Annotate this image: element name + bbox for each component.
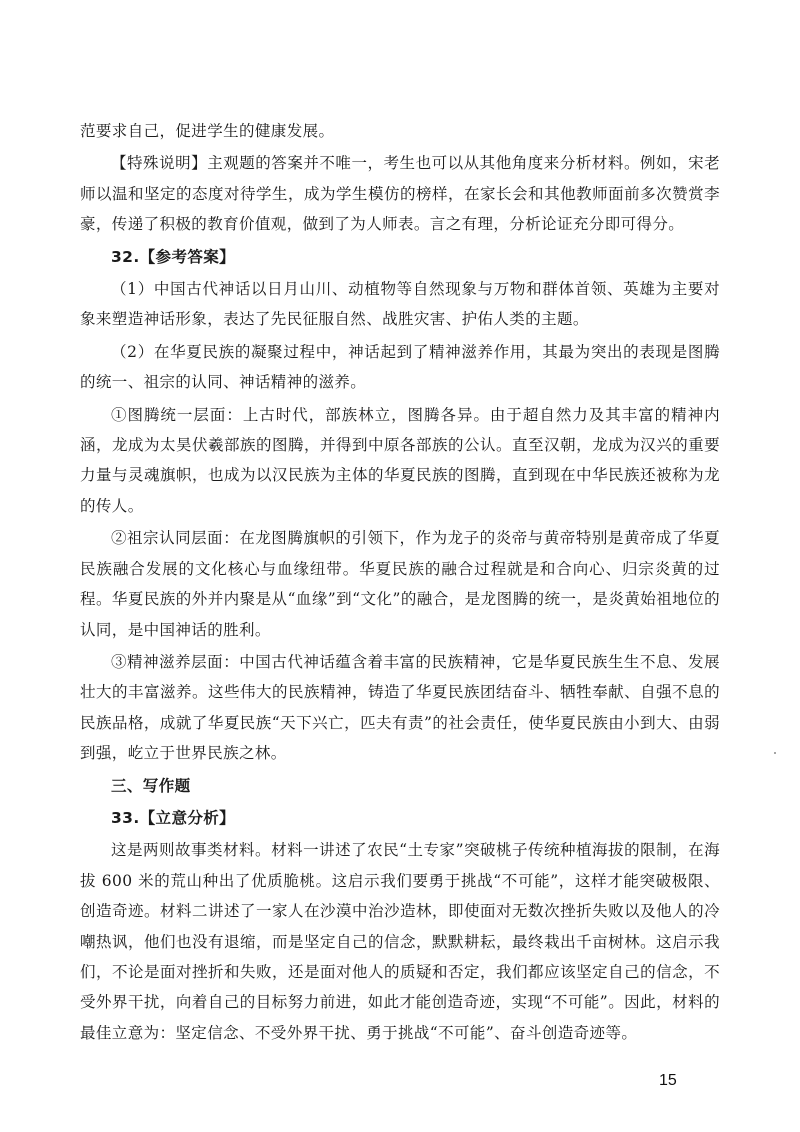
q32-point-spirit-label: ③精神滋养层面：	[111, 652, 240, 671]
page-number: 15	[659, 1072, 677, 1089]
document-body	[80, 116, 720, 1048]
q32-point-totem	[80, 400, 720, 522]
q32-point-spirit-text: 中国古代神话蕴含着丰富的民族精神，它是华夏民族生生不息、发展壮大的丰富滋养。这些伟大的民族精神，铸造了华夏民族团结奋斗、牺牲奉献、自强不息的民族品格，成就了华夏民族“天下兴亡，匹夫有责”的社会责任，使华夏民族由小到大、由弱到强，屹立于世界民族之林。	[80, 652, 720, 763]
section-writing-heading: 三、写作题	[111, 776, 191, 795]
q32-point-ancestor-text: 在龙图腾旗帜的引领下，作为龙子的炎帝与黄帝特别是黄帝成了华夏民族融合发展的文化核心与血缘纽带。华夏民族的融合过程就是和合向心、归宗炎黄的过程。华夏民族的外并内聚是从“血缘”到“文化”的融合，是龙图腾的统一，是炎黄始祖地位的认同，是中国神话的胜利。	[80, 529, 720, 639]
q32-point-spirit	[80, 647, 720, 769]
q33-analysis: 这是两则故事类材料。材料一讲述了农民“土专家”突破桃子传统种植海拔的限制，在海拔 600 米的荒山种出了优质脆桃。这启示我们要勇于挑战“不可能”，这样才能突破极限、创造奇迹。材料二讲述了一家人在沙漠中治沙造林，即使面对无数次挫折失败以及他人的冷嘲热讽，他们也没有退缩，而是坚定自己的信念，默默耕耘，最终栽出千亩树林。这启示我们，不论是面对挫折和失败，还是面对他人的质疑和否定，我们都应该坚定自己的信念，不受外界干扰，向着自己的目标努力前进，如此才能创造奇迹，实现“不可能”。因此，材料的最佳立意为：坚定信念、不受外界干扰、勇于挑战“不可能”、奋斗创造奇迹等。	[80, 841, 720, 1042]
scan-speck	[774, 752, 776, 754]
special-note-paragraph	[80, 148, 720, 239]
q32-heading: 32.【参考答案】	[111, 247, 236, 266]
q33-heading: 33.【立意分析】	[111, 808, 236, 827]
q32-answer-1: （1）中国古代神话以日月山川、动植物等自然现象与万物和群体首领、英雄为主要对象来塑造神话形象，表达了先民征服自然、战胜灾害、护佑人类的主题。	[80, 280, 720, 329]
continued-paragraph: 范要求自己，促进学生的健康发展。	[80, 122, 335, 140]
q32-point-totem-label: ①图腾统一层面：	[111, 405, 243, 424]
q32-point-totem-text: 上古时代，部族林立，图腾各异。由于超自然力及其丰富的精神内涵，龙成为太昊伏羲部族的图腾，并得到中原各部族的公认。直至汉朝，龙成为汉兴的重要力量与灵魂旗帜，也成为以汉民族为主体的华夏民族的图腾，直到现在中华民族还被称为龙的传人。	[80, 405, 721, 515]
special-note-text: 主观题的答案并不唯一，考生也可以从其他角度来分析材料。例如，宋老师以温和坚定的态度对待学生，成为学生模仿的榜样，在家长会和其他教师面前多次赞赏李豪，传递了积极的教育价值观，做到了为人师表。言之有理，分析论证充分即可得分。	[80, 154, 720, 234]
q32-point-ancestor	[80, 523, 720, 645]
special-note-label: 【特殊说明】	[111, 154, 208, 173]
q32-point-ancestor-label: ②祖宗认同层面：	[111, 529, 240, 548]
q32-answer-2: （2）在华夏民族的凝聚过程中，神话起到了精神滋养作用，其最为突出的表现是图腾的统一、祖宗的认同、神话精神的滋养。	[80, 342, 720, 392]
